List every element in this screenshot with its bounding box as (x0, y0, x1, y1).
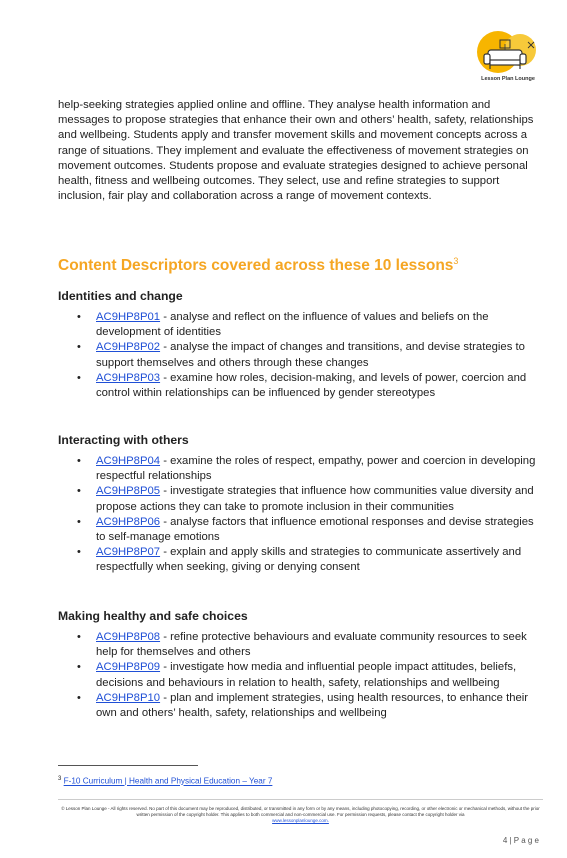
list-item (58, 630, 543, 660)
descriptor-link[interactable]: AC9HP8P05 (96, 485, 161, 498)
descriptor-text: - refine protective behaviours and evaluate community resources to seek help for themselves and others (96, 631, 527, 659)
list-item (58, 454, 543, 484)
bullet: • (77, 546, 81, 559)
descriptor-text: - investigate strategies that influence how communities value diversity and propose actions they can take to promote inclusion in their communities (96, 485, 534, 513)
descriptor-link[interactable]: AC9HP8P08 (96, 631, 161, 643)
logo-text: Lesson Plan Lounge (481, 76, 535, 82)
descriptor-text: - plan and implement strategies, using health resources, to enhance their own and others’ health, safety, relationships and wellbeing (96, 691, 529, 720)
list-item (58, 691, 543, 721)
bullet: • (77, 631, 81, 643)
heading-footnote-mark: 3 (453, 256, 459, 266)
page-number: 4 | P a g e (502, 836, 539, 845)
descriptor-text: - analyse the impact of changes and transitions, and devise strategies to support themselves and others through these changes (96, 341, 525, 369)
footnote (58, 776, 272, 786)
section-identities-and-change (58, 289, 543, 401)
descriptor-link[interactable]: AC9HP8P10 (96, 691, 161, 704)
section-interacting-with-others (58, 433, 543, 576)
bullet: • (77, 311, 81, 323)
descriptor-text: - examine how roles, decision-making, and levels of power, coercion and control within relationships can be influenced by gender stereotypes (96, 371, 527, 400)
footnote-mark: 3 (58, 776, 62, 782)
list-item (58, 515, 543, 545)
descriptor-link[interactable]: AC9HP8P06 (96, 515, 161, 528)
copyright-text: © Lesson Plan Lounge - All rights reserved. No part of this document may be reproduced, distributed, or transmitted in any form or by any means, including photocopying, recording, or other electronic or mechanical methods, without the prior written permission of the copyright holder. This applies to both commercial and non-commercial use. For permission requests, please contact the copyright holder via (61, 806, 540, 817)
content-descriptors-heading (58, 257, 543, 275)
descriptor-link[interactable]: AC9HP8P01 (96, 311, 161, 323)
bullet: • (77, 485, 81, 498)
list-item (58, 371, 543, 401)
bullet: • (77, 691, 81, 704)
intro-paragraph: help-seeking strategies applied online and offline. They analyse health information and messages to propose strategies that enhance their own and others’ health, safety, relationships and wellbeing. Students apply and transfer movement skills and movement concepts across a range of situations. They implement and evaluate the effectiveness of movement strategies on movement outcomes. Students propose and evaluate strategies designed to achieve personal health, fitness and wellbeing outcomes. They select, use and refine strategies to support inclusion, fair play and collaboration across a range of movement contexts. (58, 99, 534, 203)
descriptor-link[interactable]: AC9HP8P07 (96, 546, 161, 559)
section-title: Identities and change (58, 289, 183, 303)
copyright-notice (58, 806, 543, 824)
descriptor-text: - analyse factors that influence emotional responses and devise strategies to self-manage emotions (96, 515, 534, 544)
section-title: Making healthy and safe choices (58, 609, 248, 623)
descriptor-text: - analyse and reflect on the influence of values and beliefs on the development of identities (96, 311, 489, 339)
descriptor-text: - explain and apply skills and strategies to communicate assertively and respectfully when seeking, giving or denying consent (96, 546, 522, 574)
section-title: Interacting with others (58, 433, 189, 447)
footnote-link[interactable]: F-10 Curriculum | Health and Physical Education – Year 7 (63, 776, 273, 786)
bullet: • (77, 515, 81, 528)
list-item (58, 310, 543, 340)
section-making-healthy-and-safe-choices (58, 609, 543, 721)
bullet: • (77, 455, 81, 467)
descriptor-text: - examine the roles of respect, empathy, power and coercion in developing respectful relationships (96, 455, 536, 483)
lesson-plan-lounge-logo (476, 30, 540, 76)
bullet: • (77, 341, 81, 354)
descriptor-link[interactable]: AC9HP8P02 (96, 341, 161, 354)
descriptor-link[interactable]: AC9HP8P09 (96, 661, 161, 674)
descriptor-text: - investigate how media and influential people impact attitudes, beliefs, decisions and behaviours in relation to health, safety, relationships and wellbeing (96, 661, 517, 689)
descriptor-link[interactable]: AC9HP8P03 (96, 371, 161, 384)
list-item (58, 340, 543, 370)
footnote-divider (58, 765, 198, 766)
list-item (58, 660, 543, 690)
list-item (58, 484, 543, 514)
descriptor-link[interactable]: AC9HP8P04 (96, 455, 161, 467)
website-link[interactable]: www.lessonplanlounge.com. (272, 818, 329, 823)
heading-text: Content Descriptors covered across these 10 lessons (58, 257, 454, 274)
list-item (58, 545, 543, 575)
bullet: • (77, 371, 81, 384)
bullet: • (77, 661, 81, 674)
footer-divider (58, 799, 543, 800)
